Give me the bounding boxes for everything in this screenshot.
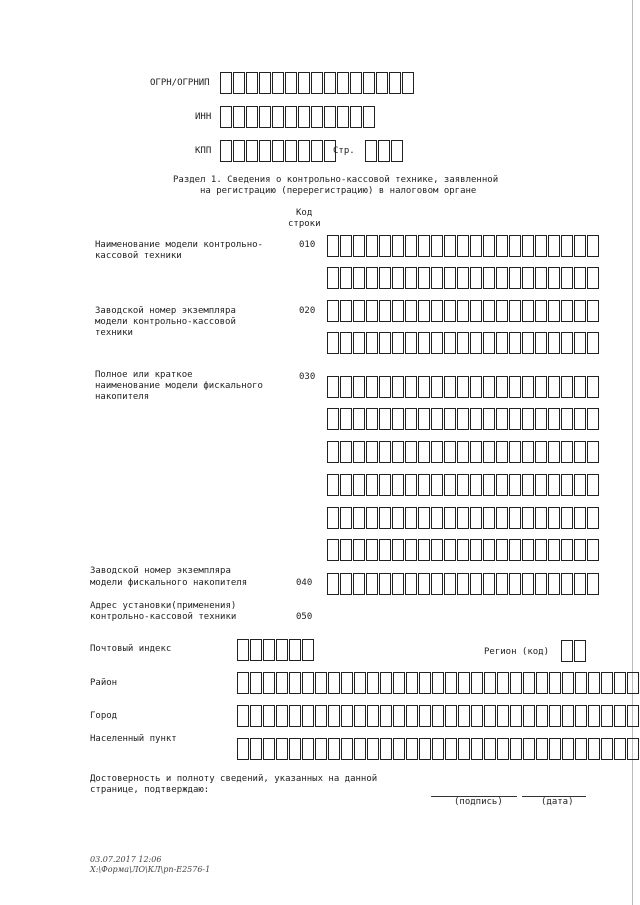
kpp-field[interactable]	[220, 140, 337, 162]
locality-label: Населенный пункт	[90, 734, 177, 744]
footer-stamp-line2: Х:\Форма\ЛО\КЛ\рп-Е2576-1	[90, 865, 211, 874]
fn-name-field-row6[interactable]	[327, 539, 600, 561]
district-field[interactable]	[237, 672, 640, 694]
locality-field[interactable]	[237, 738, 640, 760]
fn-name-field-row2[interactable]	[327, 408, 600, 430]
fn-name-field-row1[interactable]	[327, 376, 600, 398]
fn-name-label-2: наименование модели фискального	[95, 381, 263, 391]
model-name-label-1: Наименование модели контрольно-	[95, 240, 263, 250]
page-edge-right	[632, 0, 633, 905]
ogrn-label: ОГРН/ОГРНИП	[150, 78, 210, 88]
model-name-field-row2[interactable]	[327, 267, 600, 289]
confirmation-line2: странице, подтверждаю:	[90, 785, 210, 795]
kpp-label: КПП	[195, 146, 212, 156]
inn-field[interactable]	[220, 106, 376, 128]
code-header-line2: строки	[288, 219, 321, 229]
region-field[interactable]	[561, 640, 587, 662]
postal-index-label: Почтовый индекс	[90, 644, 172, 654]
signature-label: (подпись)	[454, 797, 503, 807]
inn-label: ИНН	[195, 112, 212, 122]
footer-stamp-line1: 03.07.2017 12:06	[90, 855, 162, 864]
city-label: Город	[90, 711, 118, 721]
district-label: Район	[90, 678, 118, 688]
fn-name-field-row4[interactable]	[327, 474, 600, 496]
address-label-2: контрольно-кассовой техники	[90, 612, 237, 622]
region-label: Регион (код)	[484, 647, 550, 657]
fn-name-label-1: Полное или краткое	[95, 370, 193, 380]
ogrn-field[interactable]	[220, 72, 415, 94]
serial-label-1: Заводской номер экземпляра	[95, 306, 236, 316]
fn-serial-code: 040	[296, 578, 313, 588]
section-title-line2: на регистрацию (перерегистрацию) в налоговом органе	[200, 186, 477, 196]
fn-name-field-row5[interactable]	[327, 507, 600, 529]
fn-serial-field[interactable]	[327, 573, 600, 595]
serial-label-2: модели контрольно-кассовой	[95, 317, 236, 327]
fn-name-code: 030	[299, 372, 316, 382]
serial-label-3: техники	[95, 328, 133, 338]
page-number-field[interactable]	[365, 140, 404, 162]
address-label-1: Адрес установки(применения)	[90, 601, 237, 611]
date-label: (дата)	[541, 797, 574, 807]
model-name-label-2: кассовой техники	[95, 251, 182, 261]
fn-serial-label-2: модели фискального накопителя	[90, 578, 248, 588]
code-header-line1: Код	[296, 208, 313, 218]
model-name-field-row1[interactable]	[327, 235, 600, 257]
page-label: Стр.	[333, 146, 355, 156]
fn-name-label-3: накопителя	[95, 392, 150, 402]
model-name-code: 010	[299, 240, 316, 250]
confirmation-line1: Достоверность и полноту сведений, указанных на данной	[90, 774, 378, 784]
section-title-line1: Раздел 1. Сведения о контрольно-кассовой технике, заявленной	[173, 175, 499, 185]
serial-code: 020	[299, 306, 316, 316]
fn-serial-label-1: Заводской номер экземпляра	[90, 566, 231, 576]
city-field[interactable]	[237, 705, 640, 727]
postal-index-field[interactable]	[237, 639, 315, 661]
serial-field-row2[interactable]	[327, 332, 600, 354]
serial-field-row1[interactable]	[327, 300, 600, 322]
address-code: 050	[296, 612, 313, 622]
fn-name-field-row3[interactable]	[327, 441, 600, 463]
